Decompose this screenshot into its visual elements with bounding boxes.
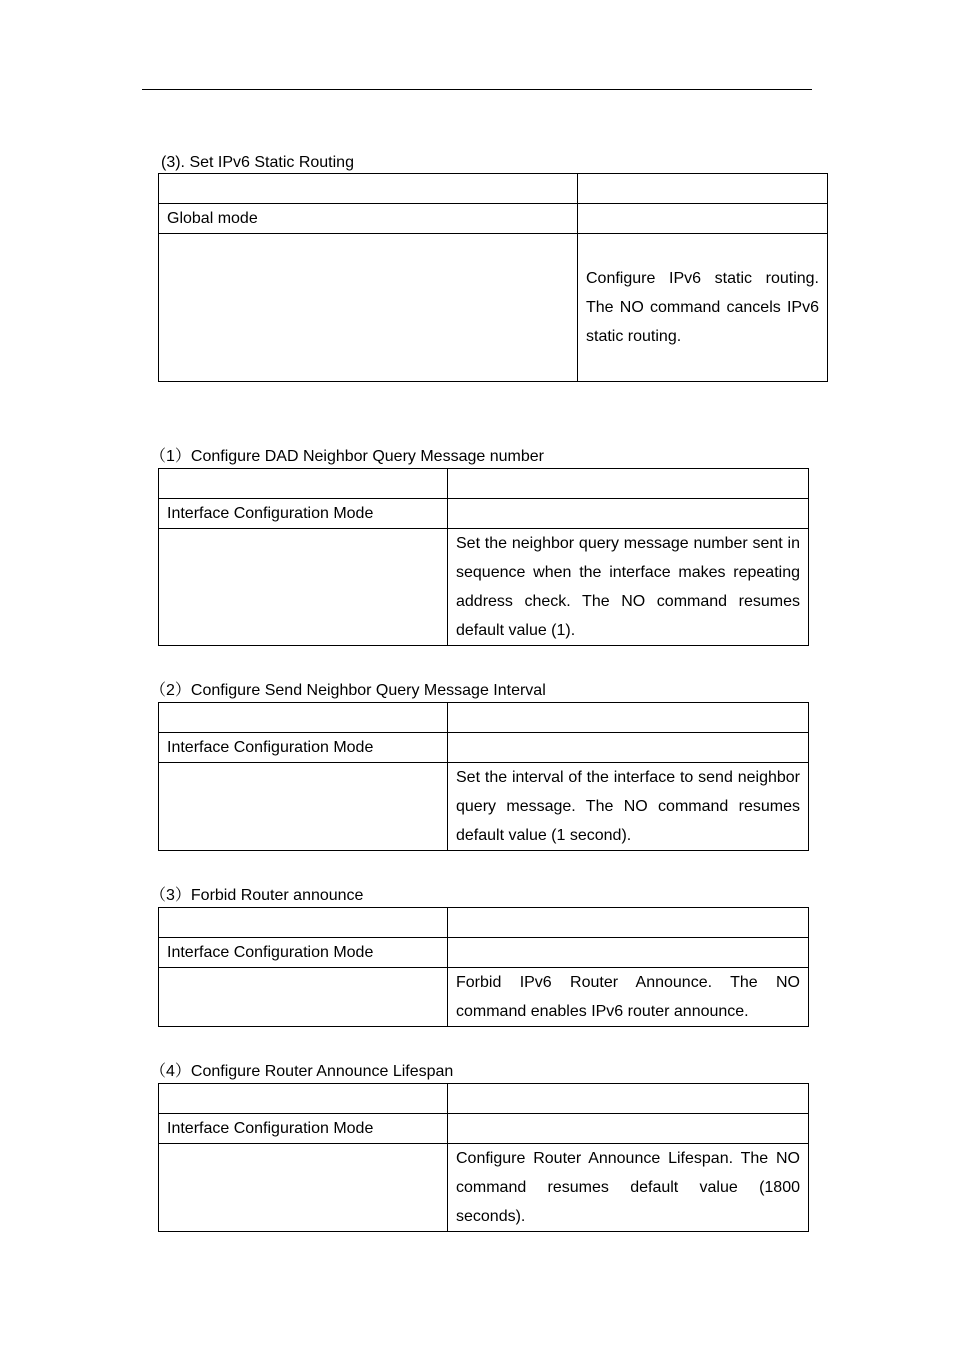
- explanation-cell: [448, 703, 809, 733]
- explanation-cell: [448, 908, 809, 938]
- section-title-dad-query-number: （1）Configure DAD Neighbor Query Message number: [150, 448, 544, 465]
- command-syntax-cell: [159, 968, 448, 1027]
- section-title-forbid-router-announce: （3）Forbid Router announce: [150, 887, 364, 904]
- static-routing-table: [158, 173, 828, 382]
- description-cell: Forbid IPv6 Router Announce. The NO command enables IPv6 router announce.: [448, 968, 809, 1027]
- description-cell: Configure IPv6 static routing. The NO command cancels IPv6 static routing.: [578, 234, 828, 382]
- router-announce-lifespan-table: [158, 1083, 809, 1232]
- description-cell: Set the neighbor query message number sent in sequence when the interface makes repeating address check. The NO command resumes default value (1).: [448, 529, 809, 646]
- mode-cell: Interface Configuration Mode: [159, 938, 448, 968]
- command-syntax-cell: [159, 529, 448, 646]
- mode-blank-cell: [448, 938, 809, 968]
- description-cell: Set the interval of the interface to send neighbor query message. The NO command resumes default value (1 second).: [448, 763, 809, 851]
- explanation-cell: [448, 1084, 809, 1114]
- forbid-router-announce-table: [158, 907, 809, 1027]
- explanation-cell: [448, 469, 809, 499]
- mode-blank-cell: [448, 499, 809, 529]
- section-title-router-announce-lifespan: （4）Configure Router Announce Lifespan: [150, 1063, 454, 1080]
- section-title-query-interval: （2）Configure Send Neighbor Query Message Interval: [150, 682, 546, 699]
- command-cell: [159, 908, 448, 938]
- explanation-cell: [578, 174, 828, 204]
- command-syntax-cell: [159, 1144, 448, 1232]
- mode-blank-cell: [578, 204, 828, 234]
- query-interval-table: [158, 702, 809, 851]
- mode-cell: Interface Configuration Mode: [159, 733, 448, 763]
- command-cell: [159, 703, 448, 733]
- description-cell: Configure Router Announce Lifespan. The NO command resumes default value (1800 seconds).: [448, 1144, 809, 1232]
- mode-cell: Global mode: [159, 204, 578, 234]
- mode-blank-cell: [448, 1114, 809, 1144]
- section-title-static-routing: (3). Set IPv6 Static Routing: [161, 154, 354, 171]
- mode-cell: Interface Configuration Mode: [159, 499, 448, 529]
- mode-blank-cell: [448, 733, 809, 763]
- header-rule: [142, 89, 812, 90]
- command-syntax-cell: [159, 234, 578, 382]
- command-syntax-cell: [159, 763, 448, 851]
- command-cell: [159, 174, 578, 204]
- dad-query-number-table: [158, 468, 809, 646]
- command-cell: [159, 469, 448, 499]
- command-cell: [159, 1084, 448, 1114]
- mode-cell: Interface Configuration Mode: [159, 1114, 448, 1144]
